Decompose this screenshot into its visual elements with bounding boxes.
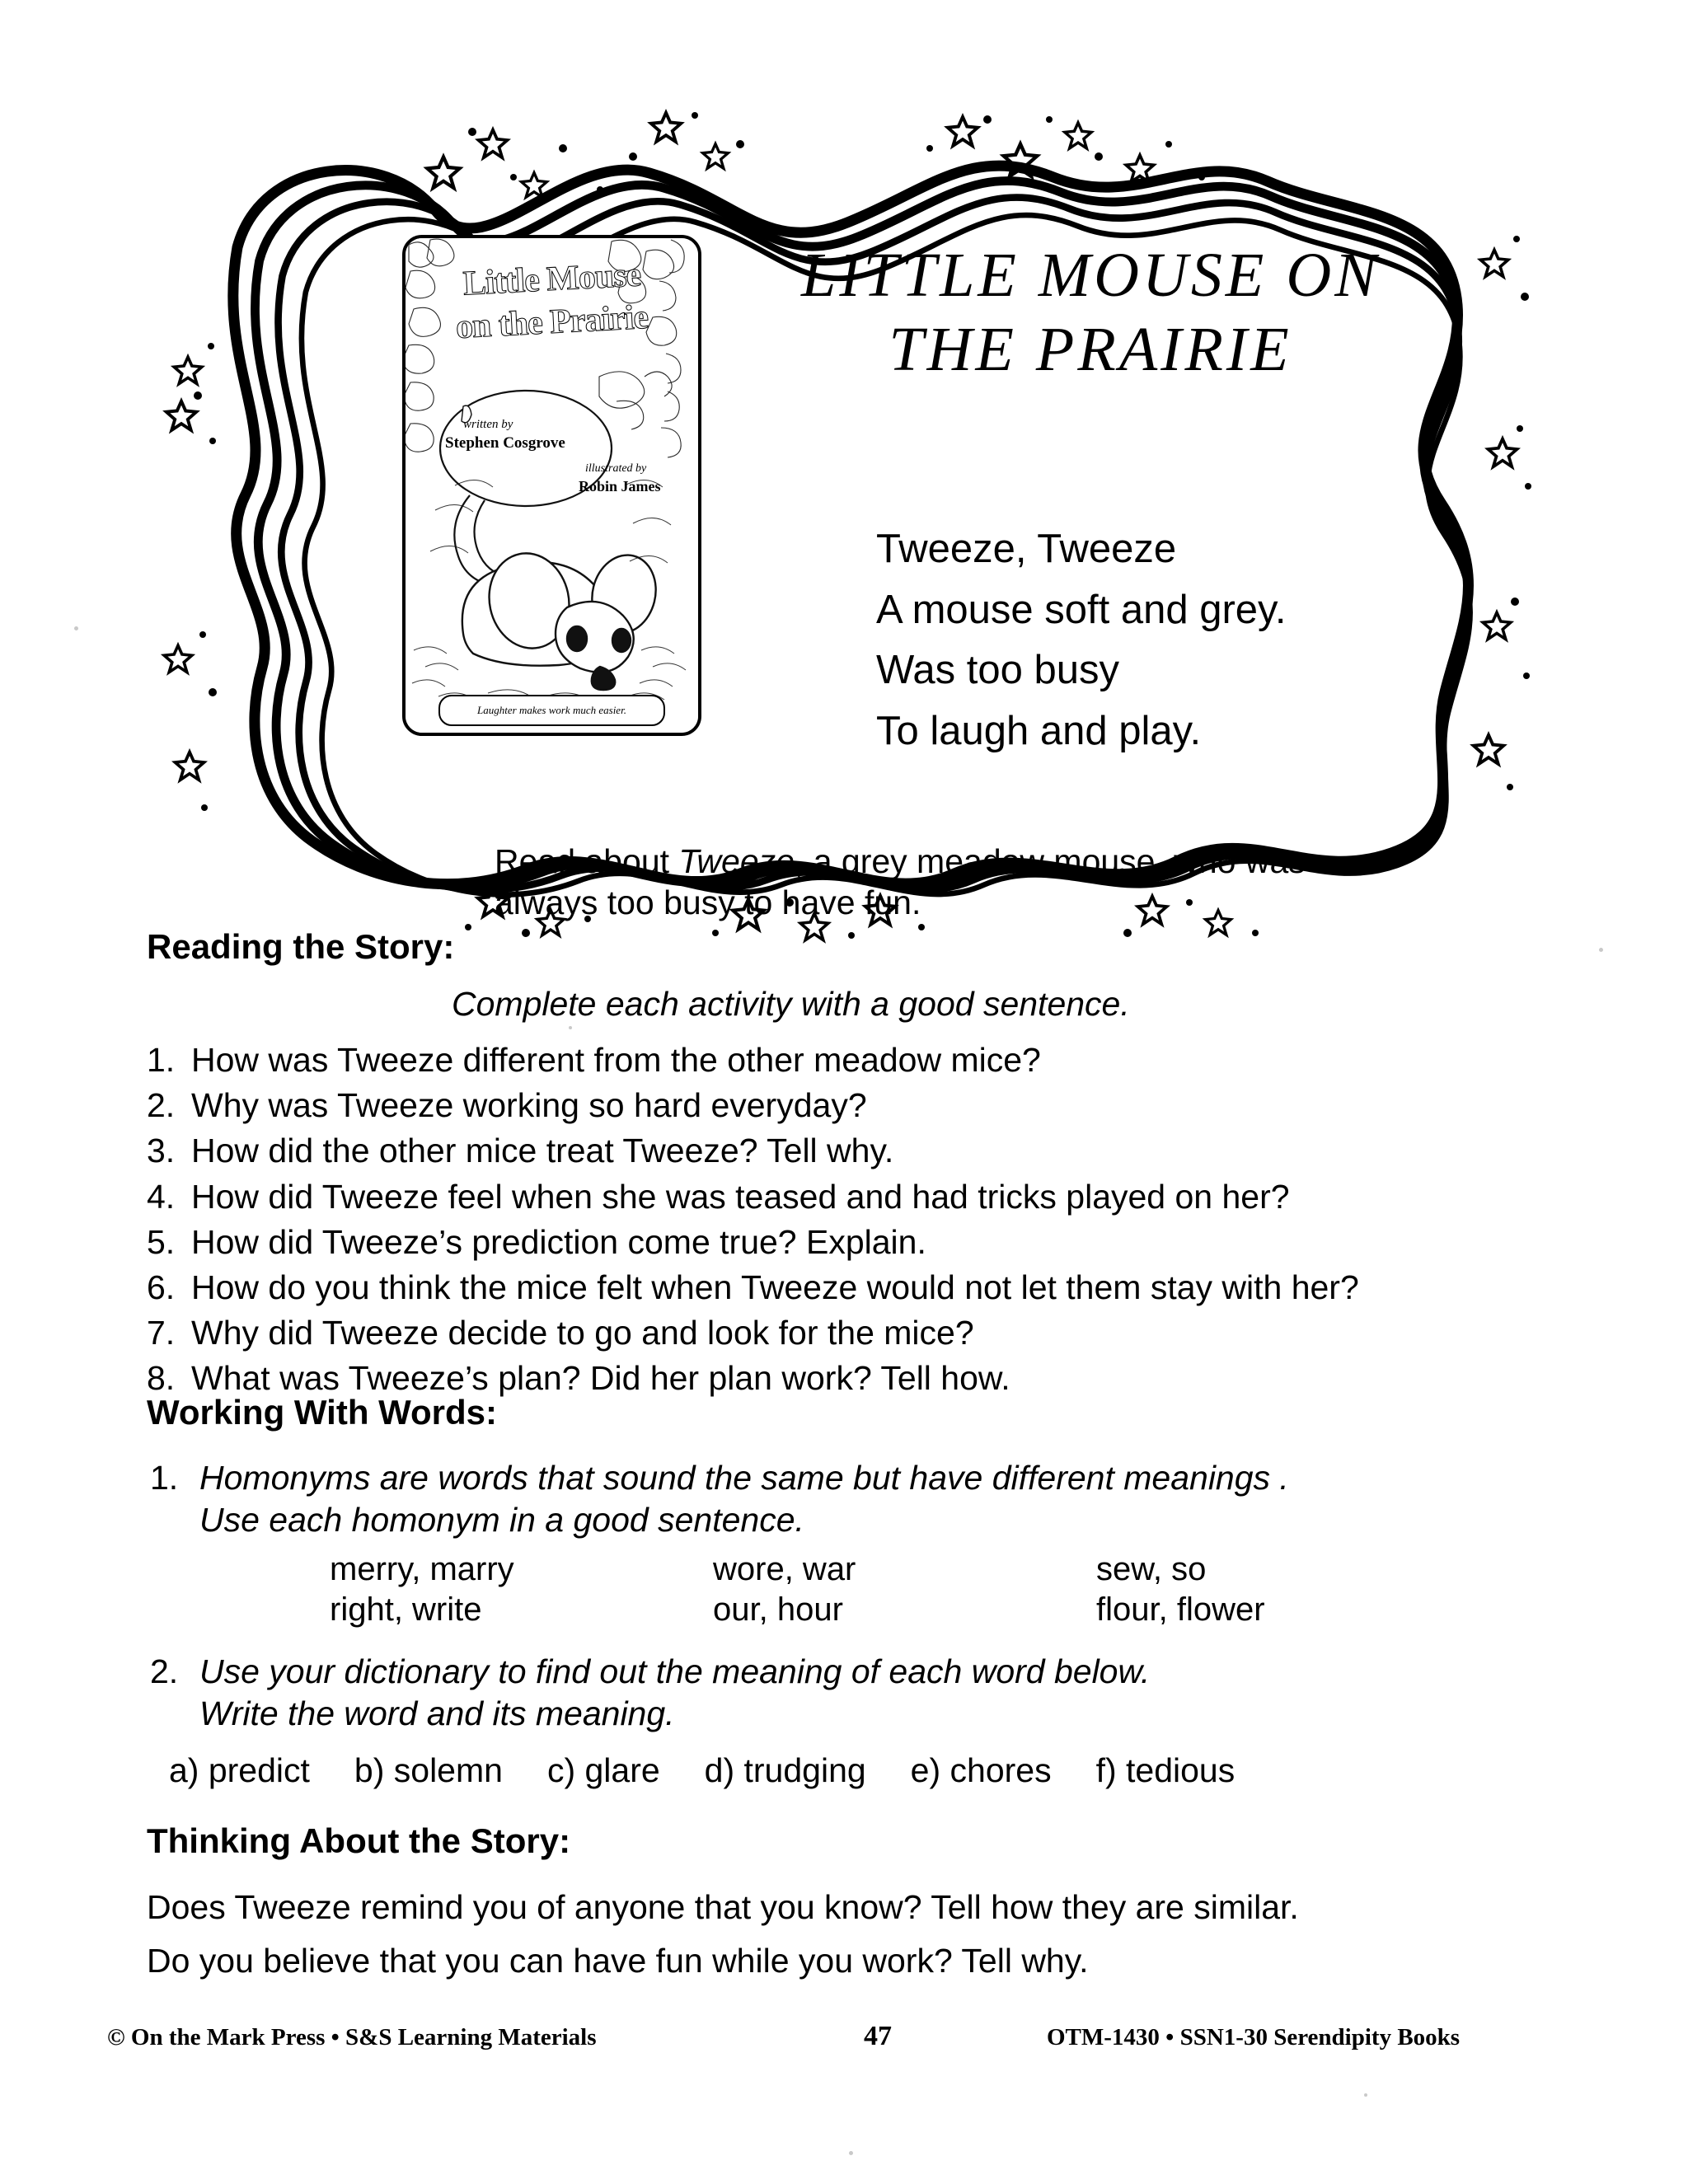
question-number: 5. bbox=[147, 1222, 176, 1261]
cover-illustrator-name: Robin James bbox=[579, 478, 661, 494]
scan-speckle bbox=[569, 1026, 572, 1029]
scan-speckle bbox=[74, 626, 78, 630]
cover-author-name: Stephen Cosgrove bbox=[445, 434, 565, 452]
cover-tagline: Laughter makes work much easier. bbox=[477, 704, 626, 716]
question-number: 8. bbox=[147, 1359, 176, 1398]
vocabulary-word: e) chores bbox=[910, 1751, 1052, 1789]
question-number: 4. bbox=[147, 1177, 176, 1216]
book-cover-image bbox=[402, 235, 701, 736]
homonym-pair: sew, so bbox=[1096, 1551, 1207, 1587]
working-words-item-2 bbox=[150, 1651, 1584, 1735]
question-text: How did the other mice treat Tweeze? Tell why. bbox=[191, 1132, 894, 1170]
working-words-item-1-body bbox=[199, 1457, 1584, 1541]
poem-block bbox=[876, 519, 1503, 762]
question-number: 2. bbox=[147, 1086, 176, 1125]
poem-line: Tweeze, Tweeze bbox=[876, 527, 1177, 571]
homonym-word-grid bbox=[330, 1549, 1360, 1630]
poem-line: A mouse soft and grey. bbox=[876, 587, 1287, 632]
vocabulary-word: f) tedious bbox=[1095, 1751, 1236, 1789]
page-footer bbox=[107, 2021, 1591, 2052]
scan-speckle bbox=[1599, 948, 1603, 952]
homonym-row bbox=[330, 1590, 1360, 1630]
question-text: How do you think the mice felt when Tweeze would not let them stay with her? bbox=[191, 1268, 1359, 1306]
page-title-line-1: LITTLE MOUSE ON bbox=[801, 241, 1380, 310]
homonym-pair: wore, war bbox=[713, 1551, 856, 1587]
vocabulary-word: b) solemn bbox=[354, 1751, 503, 1789]
reading-instruction: Complete each activity with a good sentence. bbox=[452, 985, 1130, 1023]
homonym-pair: right, write bbox=[330, 1591, 482, 1628]
cover-title-line-1: Little Mouse bbox=[462, 255, 642, 303]
question-row bbox=[147, 1268, 1614, 1308]
question-text: What was Tweeze’s plan? Did her plan work? Tell how. bbox=[191, 1359, 1010, 1398]
question-row bbox=[147, 1313, 1614, 1353]
page-title-line-2: THE PRAIRIE bbox=[889, 314, 1292, 384]
vocabulary-word: a) predict bbox=[169, 1751, 310, 1789]
scan-speckle bbox=[849, 2151, 853, 2155]
question-row bbox=[147, 1131, 1614, 1171]
working-words-item-2-body bbox=[199, 1651, 1584, 1735]
poem-line: To laugh and play. bbox=[876, 708, 1202, 753]
blurb-line-2: always too busy to have fun. bbox=[495, 883, 921, 922]
working-words-item-2-line-1: Use your dictionary to find out the meaning of each word below. bbox=[199, 1652, 1151, 1690]
reading-questions-list bbox=[147, 1040, 1614, 1404]
cover-title-line-2: on the Prairie bbox=[454, 298, 649, 347]
section-heading-reading-the-story: Reading the Story: bbox=[147, 927, 455, 966]
footer-page-number: 47 bbox=[864, 2021, 892, 2051]
question-number: 3. bbox=[147, 1132, 176, 1170]
header-panel bbox=[138, 99, 1540, 952]
thinking-line-2: Do you believe that you can have fun while you work? Tell why. bbox=[147, 1942, 1089, 1980]
homonym-pair: merry, marry bbox=[330, 1551, 514, 1587]
vocabulary-word-list bbox=[169, 1751, 1570, 1790]
working-words-item-1-line-2: Use each homonym in a good sentence. bbox=[199, 1500, 804, 1539]
cover-illustrated-by-label: illustrated by bbox=[585, 462, 647, 475]
question-number: 7. bbox=[147, 1314, 176, 1352]
question-row bbox=[147, 1085, 1614, 1126]
homonym-pair: our, hour bbox=[713, 1591, 843, 1628]
question-row bbox=[147, 1177, 1614, 1217]
question-text: Why did Tweeze decide to go and look for the mice? bbox=[191, 1314, 974, 1352]
question-number: 6. bbox=[147, 1268, 176, 1306]
blurb-text-post: , a grey meadow mouse, who was bbox=[794, 842, 1306, 880]
page-title bbox=[707, 239, 1474, 387]
blurb-line-1 bbox=[495, 841, 1525, 882]
book-blurb bbox=[495, 841, 1525, 923]
thinking-line-1: Does Tweeze remind you of anyone that you know? Tell how they are similar. bbox=[147, 1888, 1299, 1926]
scan-speckle bbox=[1364, 2093, 1367, 2097]
working-words-item-1-line-1: Homonyms are words that sound the same but have different meanings . bbox=[199, 1459, 1289, 1497]
footer-copyright: © On the Mark Press • S&S Learning Materials bbox=[107, 2024, 597, 2050]
working-words-item-2-line-2: Write the word and its meaning. bbox=[199, 1694, 675, 1732]
footer-product-code: OTM-1430 • SSN1-30 Serendipity Books bbox=[1047, 2024, 1461, 2050]
homonym-row bbox=[330, 1549, 1360, 1590]
question-text: How did Tweeze feel when she was teased and had tricks played on her? bbox=[191, 1177, 1290, 1216]
vocabulary-word: c) glare bbox=[546, 1751, 660, 1789]
working-words-item-2-number: 2. bbox=[150, 1652, 179, 1690]
question-text: How was Tweeze different from the other meadow mice? bbox=[191, 1041, 1041, 1079]
vocabulary-word: d) trudging bbox=[704, 1751, 866, 1789]
section-heading-thinking-about-the-story: Thinking About the Story: bbox=[147, 1821, 571, 1860]
working-words-item-1-number: 1. bbox=[150, 1459, 179, 1497]
section-heading-working-with-words: Working With Words: bbox=[147, 1393, 498, 1432]
question-row bbox=[147, 1222, 1614, 1263]
homonym-pair: flour, flower bbox=[1096, 1591, 1265, 1628]
working-words-item-1 bbox=[150, 1457, 1584, 1541]
question-number: 1. bbox=[147, 1041, 176, 1079]
blurb-character-name: Tweeze bbox=[678, 842, 795, 880]
cover-written-by-label: written by bbox=[463, 418, 513, 431]
question-row bbox=[147, 1040, 1614, 1080]
question-text: Why was Tweeze working so hard everyday? bbox=[191, 1086, 867, 1125]
cover-tagline-box bbox=[438, 695, 665, 726]
question-text: How did Tweeze’s prediction come true? Explain. bbox=[191, 1222, 926, 1261]
poem-line: Was too busy bbox=[876, 648, 1120, 692]
blurb-text-pre: Read about bbox=[495, 842, 679, 880]
